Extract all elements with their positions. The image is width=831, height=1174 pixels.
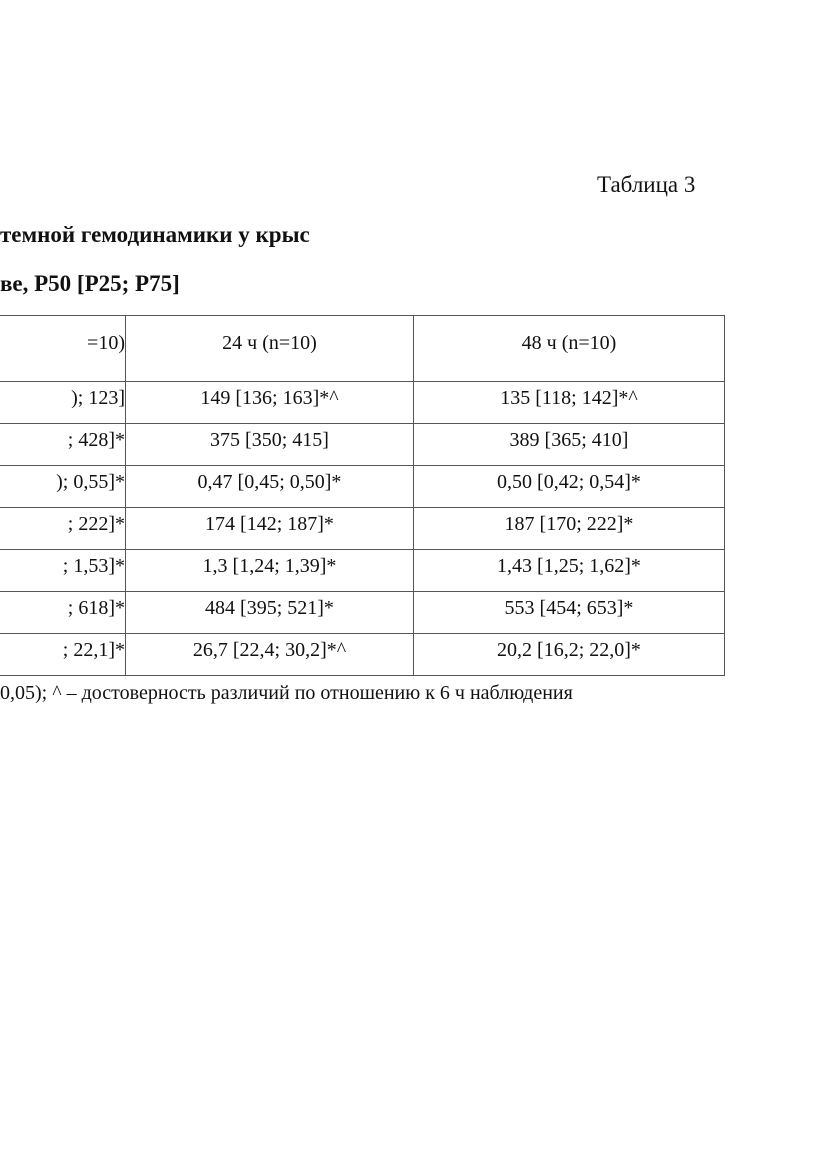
table-row xyxy=(0,424,725,466)
header-cell: =10) xyxy=(0,316,126,382)
table-title-line-1: темной гемодинамики у крыс xyxy=(0,222,310,247)
table-row xyxy=(0,382,725,424)
table-header-row xyxy=(0,316,725,382)
table-cell: 1,3 [1,24; 1,39]* xyxy=(126,550,414,592)
table-cell: 187 [170; 222]* xyxy=(414,508,725,550)
table-cell: ); 0,55]* xyxy=(0,466,126,508)
table-row xyxy=(0,634,725,676)
table-footnote: 0,05); ^ – достоверность различий по отношению к 6 ч наблюдения xyxy=(0,682,573,704)
table-cell: 135 [118; 142]*^ xyxy=(414,382,725,424)
table-cell: ; 618]* xyxy=(0,592,126,634)
table-cell: 0,50 [0,42; 0,54]* xyxy=(414,466,725,508)
table-cell: 0,47 [0,45; 0,50]* xyxy=(126,466,414,508)
table-cell: ; 222]* xyxy=(0,508,126,550)
header-cell: 24 ч (n=10) xyxy=(126,316,414,382)
table-cell: 149 [136; 163]*^ xyxy=(126,382,414,424)
table-cell: 1,43 [1,25; 1,62]* xyxy=(414,550,725,592)
table-cell: ; 428]* xyxy=(0,424,126,466)
table-row xyxy=(0,508,725,550)
table-cell: ); 123] xyxy=(0,382,126,424)
table-title-line-2: ве, Р50 [Р25; Р75] xyxy=(0,271,180,296)
table-row xyxy=(0,550,725,592)
table-cell: ; 22,1]* xyxy=(0,634,126,676)
table-cell: ; 1,53]* xyxy=(0,550,126,592)
header-cell: 48 ч (n=10) xyxy=(414,316,725,382)
hemodynamics-table xyxy=(0,315,725,676)
table-cell: 174 [142; 187]* xyxy=(126,508,414,550)
table-cell: 389 [365; 410] xyxy=(414,424,725,466)
table-number-label: Таблица 3 xyxy=(597,172,696,197)
table-cell: 553 [454; 653]* xyxy=(414,592,725,634)
table-row xyxy=(0,466,725,508)
table-row xyxy=(0,592,725,634)
table-cell: 26,7 [22,4; 30,2]*^ xyxy=(126,634,414,676)
table-cell: 20,2 [16,2; 22,0]* xyxy=(414,634,725,676)
table-cell: 484 [395; 521]* xyxy=(126,592,414,634)
table-cell: 375 [350; 415] xyxy=(126,424,414,466)
